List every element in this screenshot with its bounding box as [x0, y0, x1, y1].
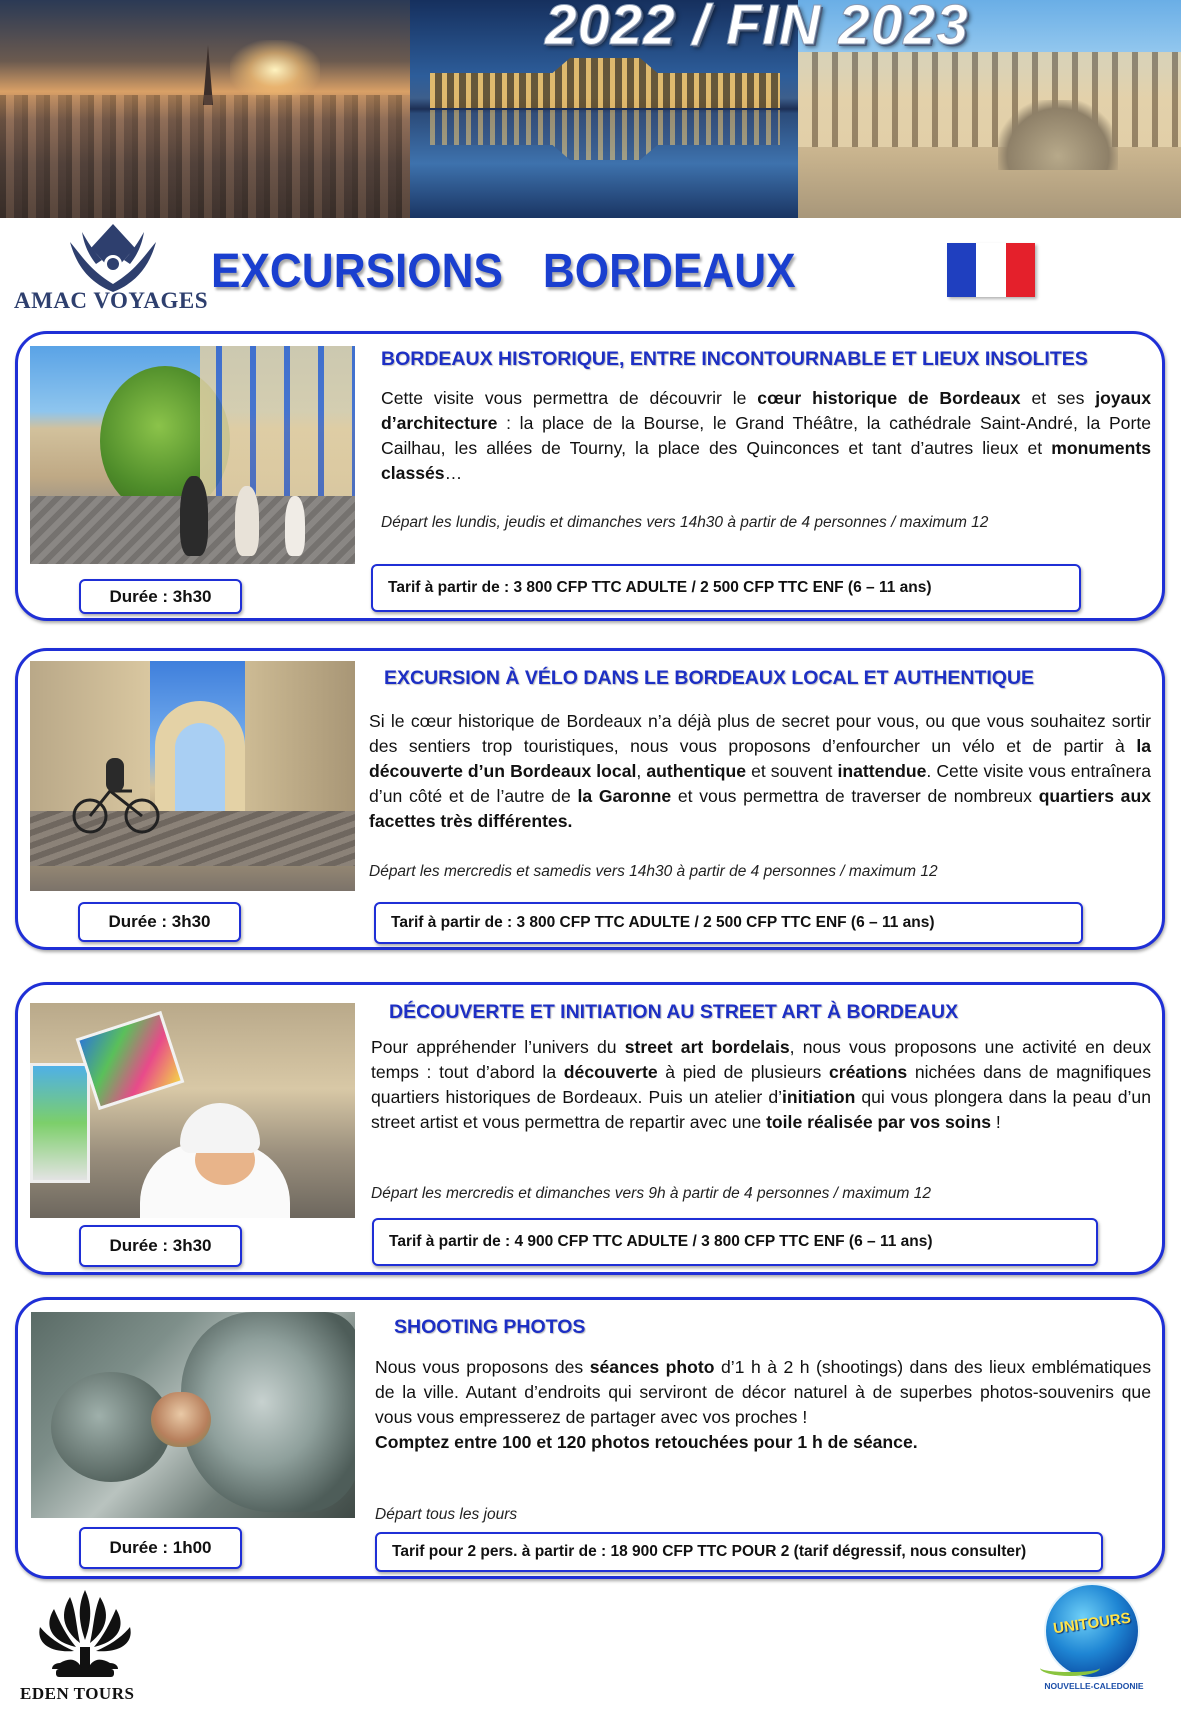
- excursion-departure: Départ les mercredis et samedis vers 14h30 à partir de 4 personnes / maximum 12: [369, 863, 938, 880]
- excursion-description: Nous vous proposons des séances photo d’1 h à 2 h (shootings) dans des lieux emblématiques de la ville. Autant d’endroits qui serviront de décor naturel à de superbes photos-souvenirs que vous vous empresserez de partager avec vos proches ! Comptez entre 100 et 120 photos retouchées pour 1 h de séance.: [375, 1357, 1151, 1452]
- excursion-description: Pour appréhender l’univers du street art bordelais, nous vous proposons une activité en deux temps : tout d’abord la découverte à pied de plusieurs créations nichées dans de magnifiques quartiers historiques de Bordeaux. Puis un atelier d’initiation qui vous plongera dans la peau d’un street artist et vous permettra de repartir avec une toile réalisée par vos soins !: [371, 1037, 1151, 1132]
- amac-voyages-wordmark: AMAC VOYAGES: [14, 288, 209, 313]
- eden-tours-wordmark: EDEN TOURS: [20, 1684, 135, 1703]
- unitours-swoosh-icon: [1040, 1660, 1100, 1676]
- unitours-wordmark: UNITOURS: [1052, 1609, 1132, 1638]
- excursion-card-historique: [15, 331, 1165, 621]
- duration-badge: Durée : 3h30: [79, 1225, 242, 1267]
- excursion-description: Cette visite vous permettra de découvrir le cœur historique de Bordeaux et ses joyaux d’architecture : la place de la Bourse, le Grand Théâtre, la cathédrale Saint-André, la Porte Cailhau, les allées de Tourny, la place des Quinconces et tant d’autres lieux et monuments classés…: [381, 388, 1151, 483]
- statue-couple-photo: [31, 1312, 355, 1518]
- excursion-departure: Départ les lundis, jeudis et dimanches vers 14h30 à partir de 4 personnes / maximum 12: [381, 514, 989, 531]
- price-badge: Tarif à partir de : 4 900 CFP TTC ADULTE / 3 800 CFP TTC ENF (6 – 11 ans): [372, 1218, 1098, 1266]
- banner-title: 2022 / FIN 2023: [545, 0, 969, 57]
- header-banner: [0, 0, 1181, 218]
- street-art-workshop-photo: [30, 1003, 355, 1218]
- bordeaux-street-photo: [30, 346, 355, 564]
- price-badge: Tarif à partir de : 3 800 CFP TTC ADULTE / 2 500 CFP TTC ENF (6 – 11 ans): [371, 564, 1081, 612]
- france-flag-icon: [947, 243, 1035, 297]
- excursion-departure: Départ les mercredis et dimanches vers 9h à partir de 4 personnes / maximum 12: [371, 1185, 931, 1202]
- excursion-title: EXCURSION À VÉLO DANS LE BORDEAUX LOCAL ET AUTHENTIQUE: [384, 667, 1035, 689]
- page-title: EXCURSIONS BORDEAUX: [211, 245, 796, 298]
- excursion-description: Si le cœur historique de Bordeaux n’a déjà plus de secret pour vous, ou que vous souhaitez sortir des sentiers trop touristiques, nous vous proposons d’enfourcher un vélo et de partir à la découverte d’un Bordeaux local, authentique et souvent inattendue. Cette visite vous entraînera d’un côté et de l’autre de la Garonne et vous permettra de traverser de nombreux quartiers aux facettes très différentes.: [369, 711, 1151, 831]
- duration-badge: Durée : 3h30: [78, 902, 241, 942]
- eden-tours-logo: [30, 1585, 140, 1685]
- excursion-departure: Départ tous les jours: [375, 1506, 518, 1523]
- city-sunset-photo: [0, 0, 410, 218]
- excursion-title: BORDEAUX HISTORIQUE, ENTRE INCONTOURNABLE ET LIEUX INSOLITES: [381, 348, 1088, 370]
- price-badge: Tarif à partir de : 3 800 CFP TTC ADULTE / 2 500 CFP TTC ENF (6 – 11 ans): [374, 902, 1083, 944]
- excursion-title: SHOOTING PHOTOS: [394, 1316, 586, 1338]
- excursion-title: DÉCOUVERTE ET INITIATION AU STREET ART À BORDEAUX: [389, 1001, 959, 1023]
- duration-badge: Durée : 1h00: [79, 1527, 242, 1569]
- excursion-card-street-art: [15, 982, 1165, 1275]
- price-badge: Tarif pour 2 pers. à partir de : 18 900 CFP TTC POUR 2 (tarif dégressif, nous consulter): [375, 1532, 1103, 1572]
- excursion-card-velo: [15, 648, 1165, 950]
- excursion-card-shooting: [15, 1297, 1165, 1579]
- porte-cailhau-bike-photo: [30, 661, 355, 891]
- unitours-subtitle: NOUVELLE-CALEDONIE: [1044, 1681, 1144, 1691]
- duration-badge: Durée : 3h30: [79, 579, 242, 614]
